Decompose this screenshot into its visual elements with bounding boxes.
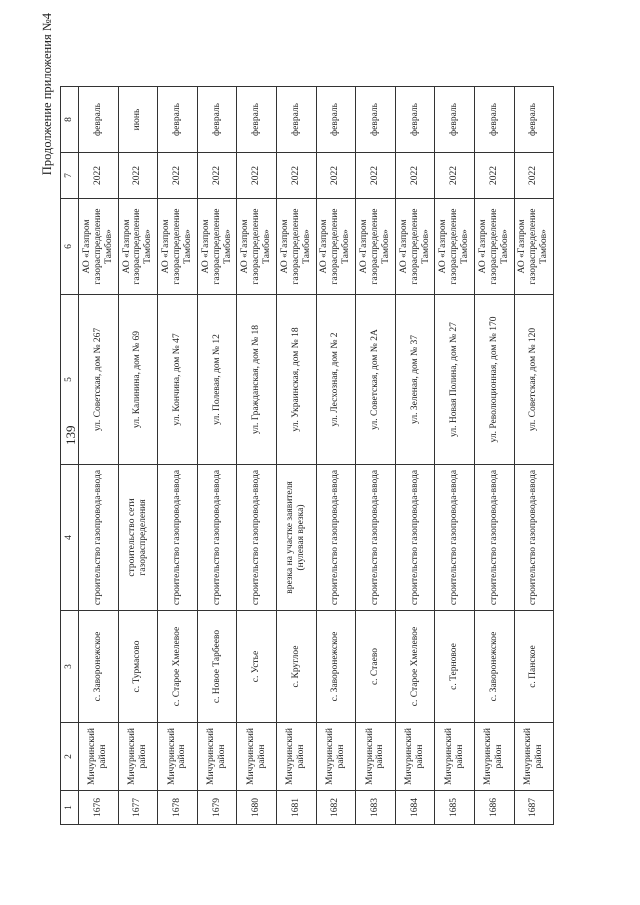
settlement-cell: с. Заворонежское [474,611,514,723]
column-header: 5 [61,295,79,465]
column-header: 7 [61,153,79,199]
table-row [276,87,316,825]
settlement-cell: с. Панское [514,611,554,723]
work-type-cell: строительство газопровода-ввода [237,465,277,611]
district-cell: Мичуринский район [118,723,158,791]
year-cell: 2022 [514,153,554,199]
address-cell: ул. Кончина, дом № 47 [158,295,198,465]
table-row [79,87,119,825]
row-number: 1680 [237,791,277,825]
work-type-cell: строительство газопровода-ввода [79,465,119,611]
address-cell: ул. Полевая, дом № 12 [197,295,237,465]
district-cell: Мичуринский район [316,723,356,791]
organization-cell: АО «Газпром газораспределение Тамбов» [395,199,435,295]
column-header: 8 [61,87,79,153]
address-cell: ул. Советская, дом № 267 [79,295,119,465]
work-type-cell: строительство газопровода-ввода [316,465,356,611]
work-type-cell: строительство газопровода-ввода [435,465,475,611]
row-number: 1686 [474,791,514,825]
address-cell: ул. Лесхозная, дом № 2 [316,295,356,465]
table-row [435,87,475,825]
column-header: 2 [61,723,79,791]
district-cell: Мичуринский район [356,723,396,791]
year-cell: 2022 [118,153,158,199]
organization-cell: АО «Газпром газораспределение Тамбов» [276,199,316,295]
month-cell: февраль [435,87,475,153]
month-cell: февраль [158,87,198,153]
table-row [514,87,554,825]
row-number: 1678 [158,791,198,825]
month-cell: июнь [118,87,158,153]
organization-cell: АО «Газпром газораспределение Тамбов» [158,199,198,295]
district-cell: Мичуринский район [197,723,237,791]
settlement-cell: с. Старое Хмелевое [395,611,435,723]
organization-cell: АО «Газпром газораспределение Тамбов» [474,199,514,295]
row-number: 1687 [514,791,554,825]
address-cell: ул. Советская, дом № 2А [356,295,396,465]
year-cell: 2022 [197,153,237,199]
settlement-cell: с. Устье [237,611,277,723]
district-cell: Мичуринский район [276,723,316,791]
table-row [474,87,514,825]
organization-cell: АО «Газпром газораспределение Тамбов» [356,199,396,295]
page-number: 139 [63,425,78,445]
column-header: 6 [61,199,79,295]
organization-cell: АО «Газпром газораспределение Тамбов» [435,199,475,295]
month-cell: февраль [237,87,277,153]
settlement-cell: с. Терновое [435,611,475,723]
table-row [158,87,198,825]
organization-cell: АО «Газпром газораспределение Тамбов» [118,199,158,295]
organization-cell: АО «Газпром газораспределение Тамбов» [79,199,119,295]
month-cell: февраль [79,87,119,153]
row-number: 1676 [79,791,119,825]
district-cell: Мичуринский район [435,723,475,791]
district-cell: Мичуринский район [158,723,198,791]
table-row [395,87,435,825]
month-cell: февраль [356,87,396,153]
row-number: 1681 [276,791,316,825]
year-cell: 2022 [474,153,514,199]
settlement-cell: с. Старое Хмелевое [158,611,198,723]
column-header: 3 [61,611,79,723]
month-cell: февраль [276,87,316,153]
settlement-cell: с. Заворонежское [79,611,119,723]
settlement-cell: с. Заворонежское [316,611,356,723]
district-cell: Мичуринский район [514,723,554,791]
table-row [118,87,158,825]
district-cell: Мичуринский район [79,723,119,791]
district-cell: Мичуринский район [474,723,514,791]
row-number: 1677 [118,791,158,825]
work-type-cell: строительство газопровода-ввода [395,465,435,611]
year-cell: 2022 [79,153,119,199]
settlement-cell: с. Турмасово [118,611,158,723]
table-row [197,87,237,825]
address-cell: ул. Гражданская, дом № 18 [237,295,277,465]
work-type-cell: строительство газопровода-ввода [474,465,514,611]
row-number: 1683 [356,791,396,825]
month-cell: февраль [514,87,554,153]
month-cell: февраль [395,87,435,153]
row-number: 1682 [316,791,356,825]
row-number: 1679 [197,791,237,825]
year-cell: 2022 [435,153,475,199]
table-row [356,87,396,825]
work-type-cell: строительство газопровода-ввода [514,465,554,611]
organization-cell: АО «Газпром газораспределение Тамбов» [514,199,554,295]
address-cell: ул. Новая Полина, дом № 27 [435,295,475,465]
table-row [316,87,356,825]
organization-cell: АО «Газпром газораспределение Тамбов» [197,199,237,295]
month-cell: февраль [316,87,356,153]
organization-cell: АО «Газпром газораспределение Тамбов» [316,199,356,295]
district-cell: Мичуринский район [237,723,277,791]
data-table [60,86,554,825]
month-cell: февраль [197,87,237,153]
settlement-cell: с. Круглое [276,611,316,723]
row-number: 1684 [395,791,435,825]
work-type-cell: строительство газопровода-ввода [197,465,237,611]
address-cell: ул. Зеленая, дом № 37 [395,295,435,465]
year-cell: 2022 [395,153,435,199]
work-type-cell: строительство газопровода-ввода [158,465,198,611]
district-cell: Мичуринский район [395,723,435,791]
settlement-cell: с. Стаево [356,611,396,723]
header-row [61,87,79,825]
year-cell: 2022 [158,153,198,199]
month-cell: февраль [474,87,514,153]
year-cell: 2022 [316,153,356,199]
year-cell: 2022 [237,153,277,199]
column-header: 4 [61,465,79,611]
table-row [237,87,277,825]
settlement-cell: с. Новое Тарбеево [197,611,237,723]
address-cell: ул. Революционная, дом № 170 [474,295,514,465]
work-type-cell: врезка на участке заявителя (нулевая врезка) [276,465,316,611]
work-type-cell: строительство сети газораспределения [118,465,158,611]
address-cell: ул. Калинина, дом № 69 [118,295,158,465]
address-cell: ул. Украинская, дом № 18 [276,295,316,465]
row-number: 1685 [435,791,475,825]
work-type-cell: строительство газопровода-ввода [356,465,396,611]
organization-cell: АО «Газпром газораспределение Тамбов» [237,199,277,295]
address-cell: ул. Советская, дом № 120 [514,295,554,465]
year-cell: 2022 [356,153,396,199]
column-header: 1 [61,791,79,825]
year-cell: 2022 [276,153,316,199]
appendix-caption: Продолжение приложения №4 [40,13,54,176]
